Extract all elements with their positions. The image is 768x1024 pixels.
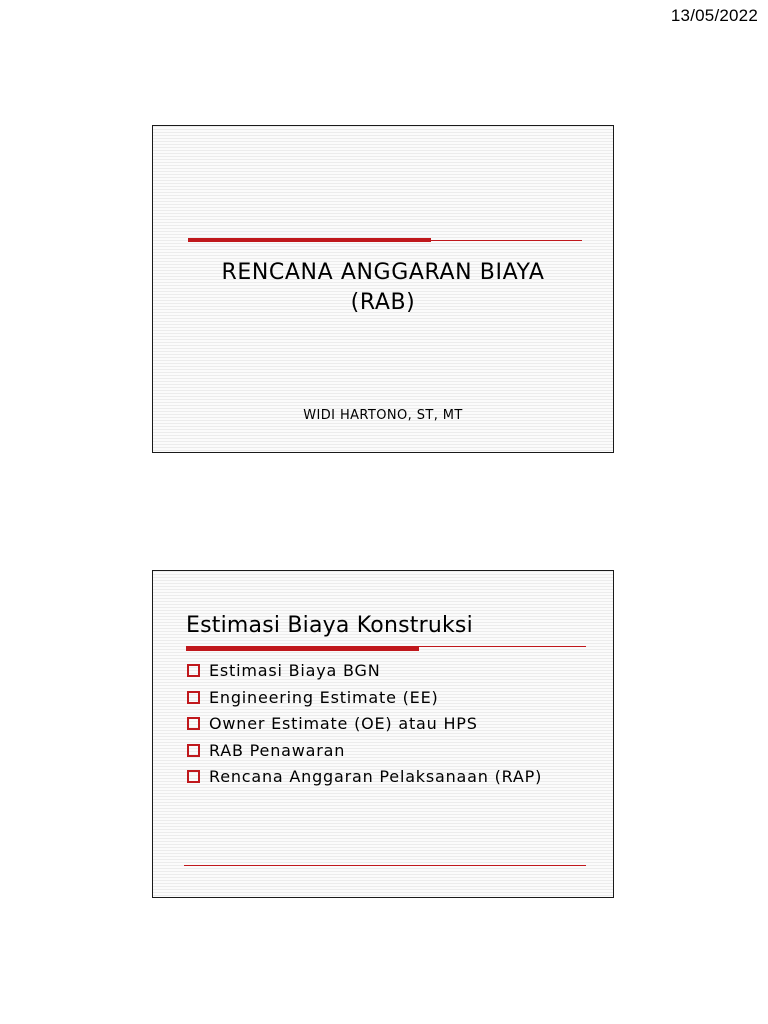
- slide-content: [152, 570, 614, 898]
- bullet-item: [187, 712, 587, 735]
- slide-heading: Estimasi Biaya Konstruksi: [186, 613, 473, 638]
- square-outline-icon: [187, 664, 200, 677]
- slide-title: [152, 125, 614, 453]
- square-outline-icon: [187, 717, 200, 730]
- slide-main-title-line2: (RAB): [350, 290, 416, 315]
- slide-main-title: [153, 258, 613, 318]
- bullet-item: [187, 739, 587, 762]
- bullet-text: Engineering Estimate (EE): [209, 687, 439, 707]
- bullet-list: [187, 659, 587, 792]
- title-rule-accent: [188, 238, 431, 242]
- bullet-item: [187, 686, 587, 709]
- title-rule: [188, 240, 582, 241]
- bullet-text: Rencana Anggaran Pelaksanaan (RAP): [209, 767, 543, 786]
- bullet-text: Owner Estimate (OE) atau HPS: [209, 714, 478, 733]
- slide-main-title-line1: RENCANA ANGGARAN BIAYA: [221, 260, 545, 285]
- slide-author: WIDI HARTONO, ST, MT: [303, 408, 463, 423]
- square-outline-icon: [187, 770, 200, 783]
- square-outline-icon: [187, 691, 200, 704]
- bullet-item: [187, 765, 587, 788]
- bullet-text: RAB Penawaran: [209, 740, 346, 760]
- page-date: 13/05/2022: [670, 6, 758, 25]
- square-outline-icon: [187, 744, 200, 757]
- heading-rule: [186, 646, 586, 647]
- heading-rule-accent: [186, 647, 419, 651]
- footer-rule: [184, 865, 586, 866]
- bullet-item: [187, 659, 587, 682]
- bullet-text: Estimasi Biaya BGN: [209, 661, 381, 680]
